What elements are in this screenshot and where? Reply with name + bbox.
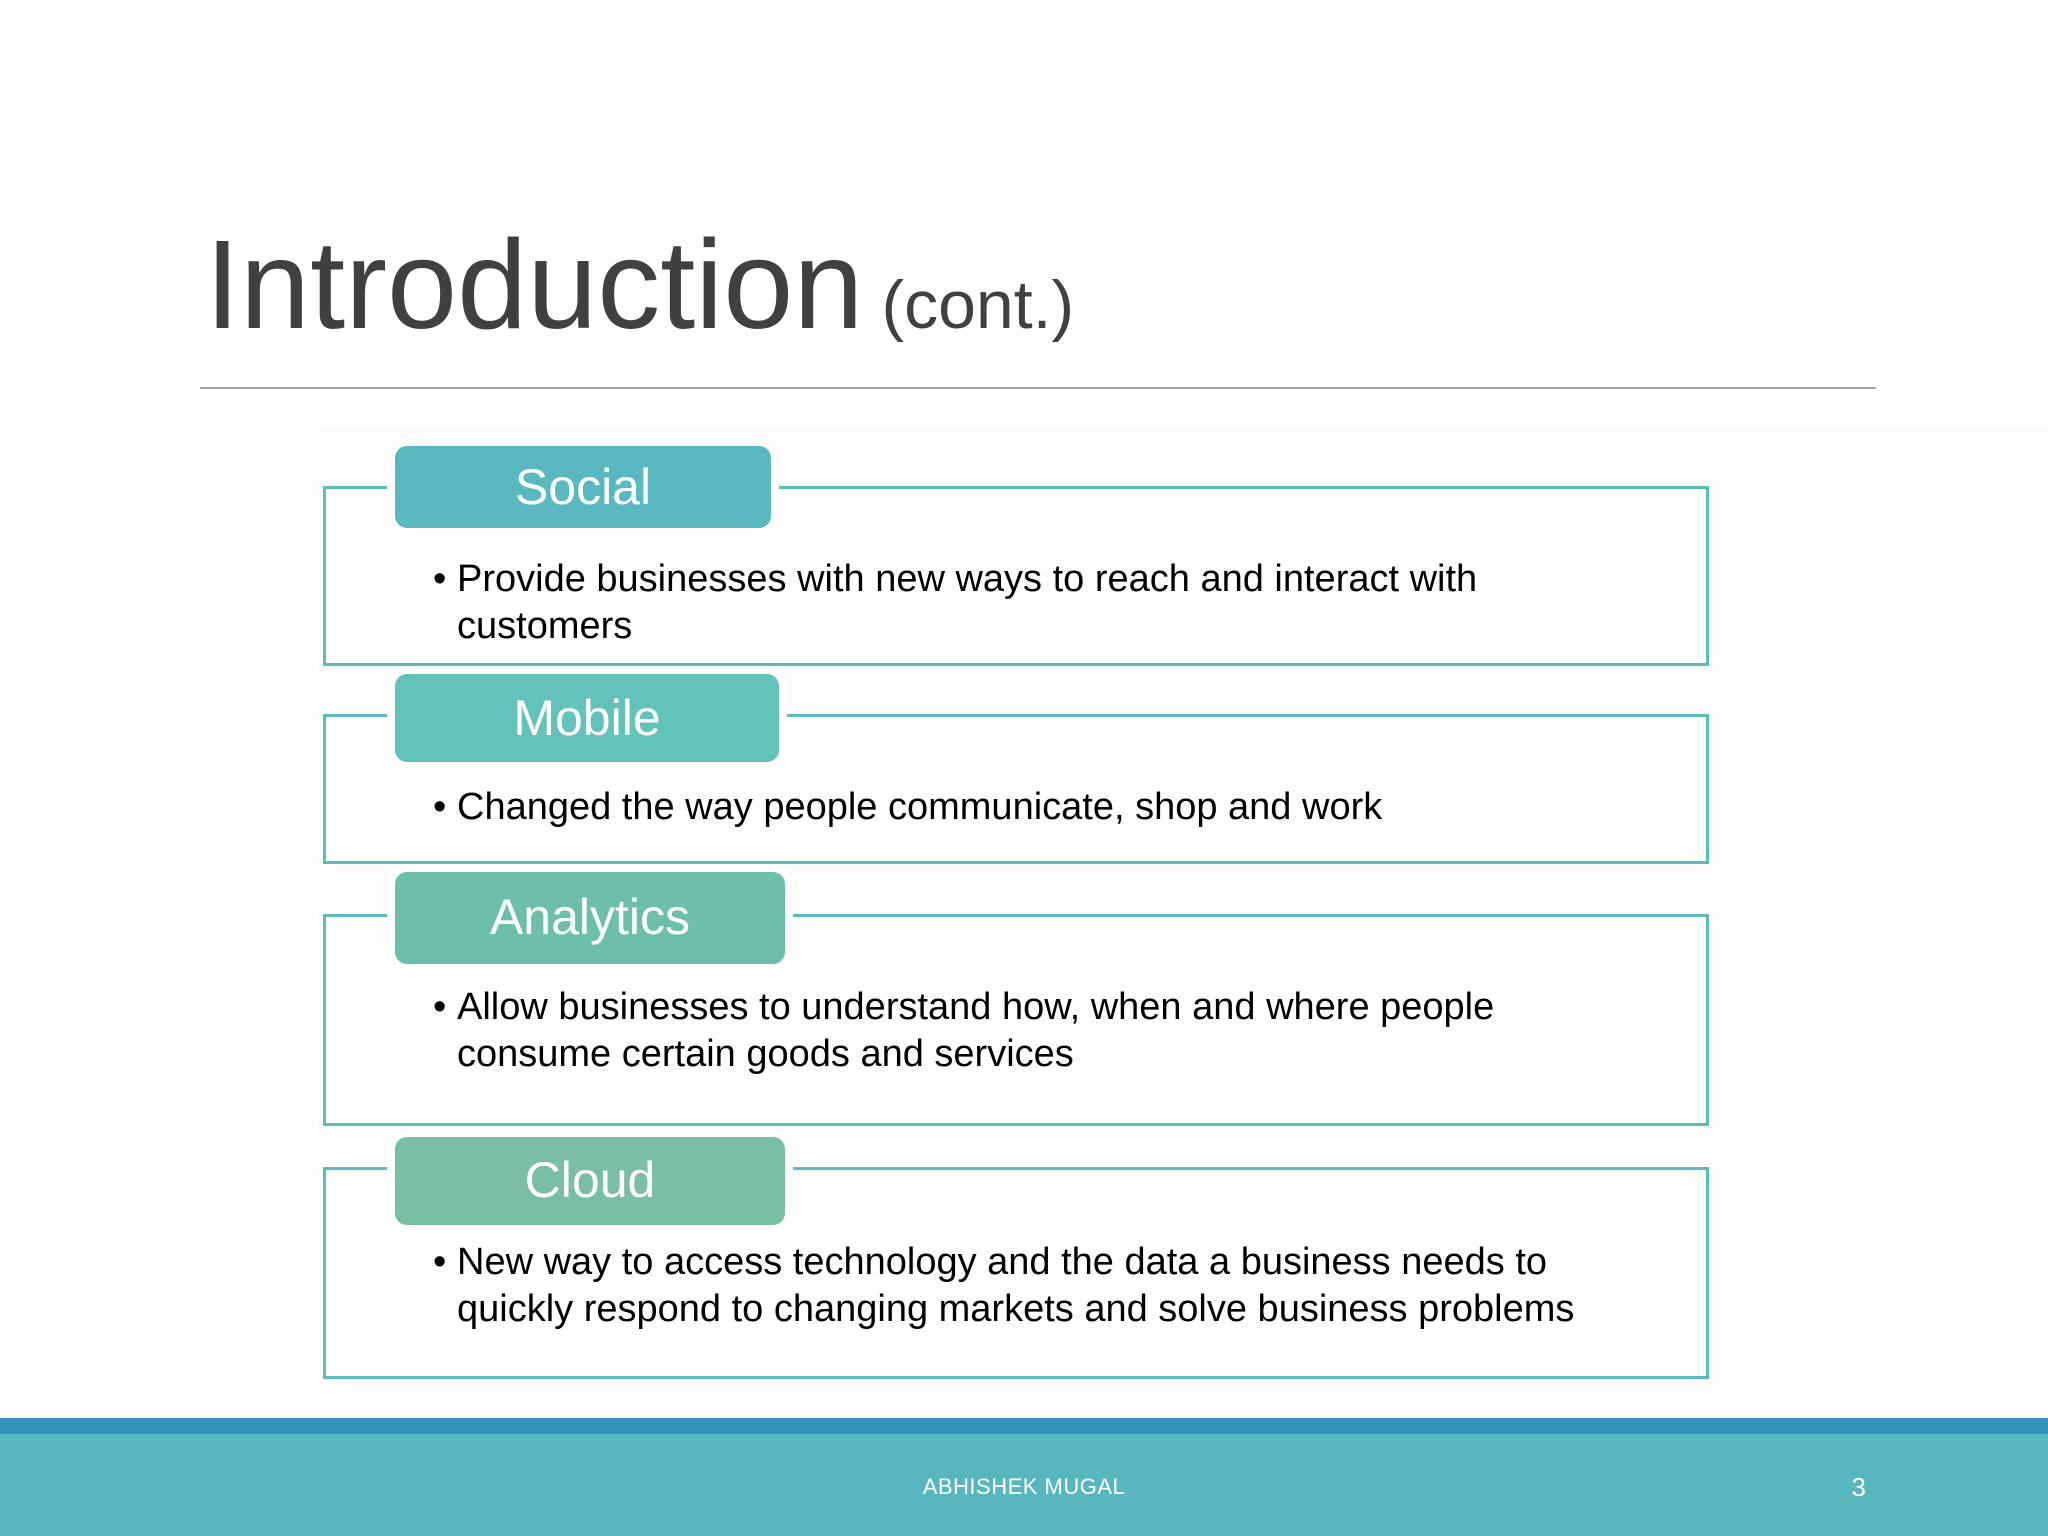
block-social-heading: Social (395, 446, 771, 528)
footer-accent-strip (0, 1418, 2048, 1434)
block-mobile-bullet: • Changed the way people communicate, shop and work (433, 784, 1587, 831)
block-mobile (323, 674, 1707, 866)
block-analytics-bullet: • Allow businesses to understand how, when and where people consume certain goods and services (433, 984, 1587, 1078)
block-social (323, 446, 1707, 666)
slide-title-main: Introduction (205, 214, 864, 355)
block-cloud (323, 1137, 1707, 1379)
block-analytics (323, 872, 1707, 1126)
title-divider (200, 387, 1876, 389)
footer-author: ABHISHEK MUGAL (922, 1474, 1126, 1499)
block-social-bullet: • Provide businesses with new ways to reach and interact with customers (433, 556, 1587, 650)
block-cloud-bullet: • New way to access technology and the data a business needs to quickly respond to changing markets and solve business problems (433, 1239, 1607, 1333)
page-number: 3 (1851, 1472, 1866, 1502)
block-analytics-heading: Analytics (395, 872, 785, 964)
block-cloud-heading: Cloud (395, 1137, 785, 1225)
block-mobile-heading: Mobile (395, 674, 779, 762)
slide-title-suffix: (cont.) (881, 267, 1075, 343)
slide-title (205, 214, 1075, 355)
